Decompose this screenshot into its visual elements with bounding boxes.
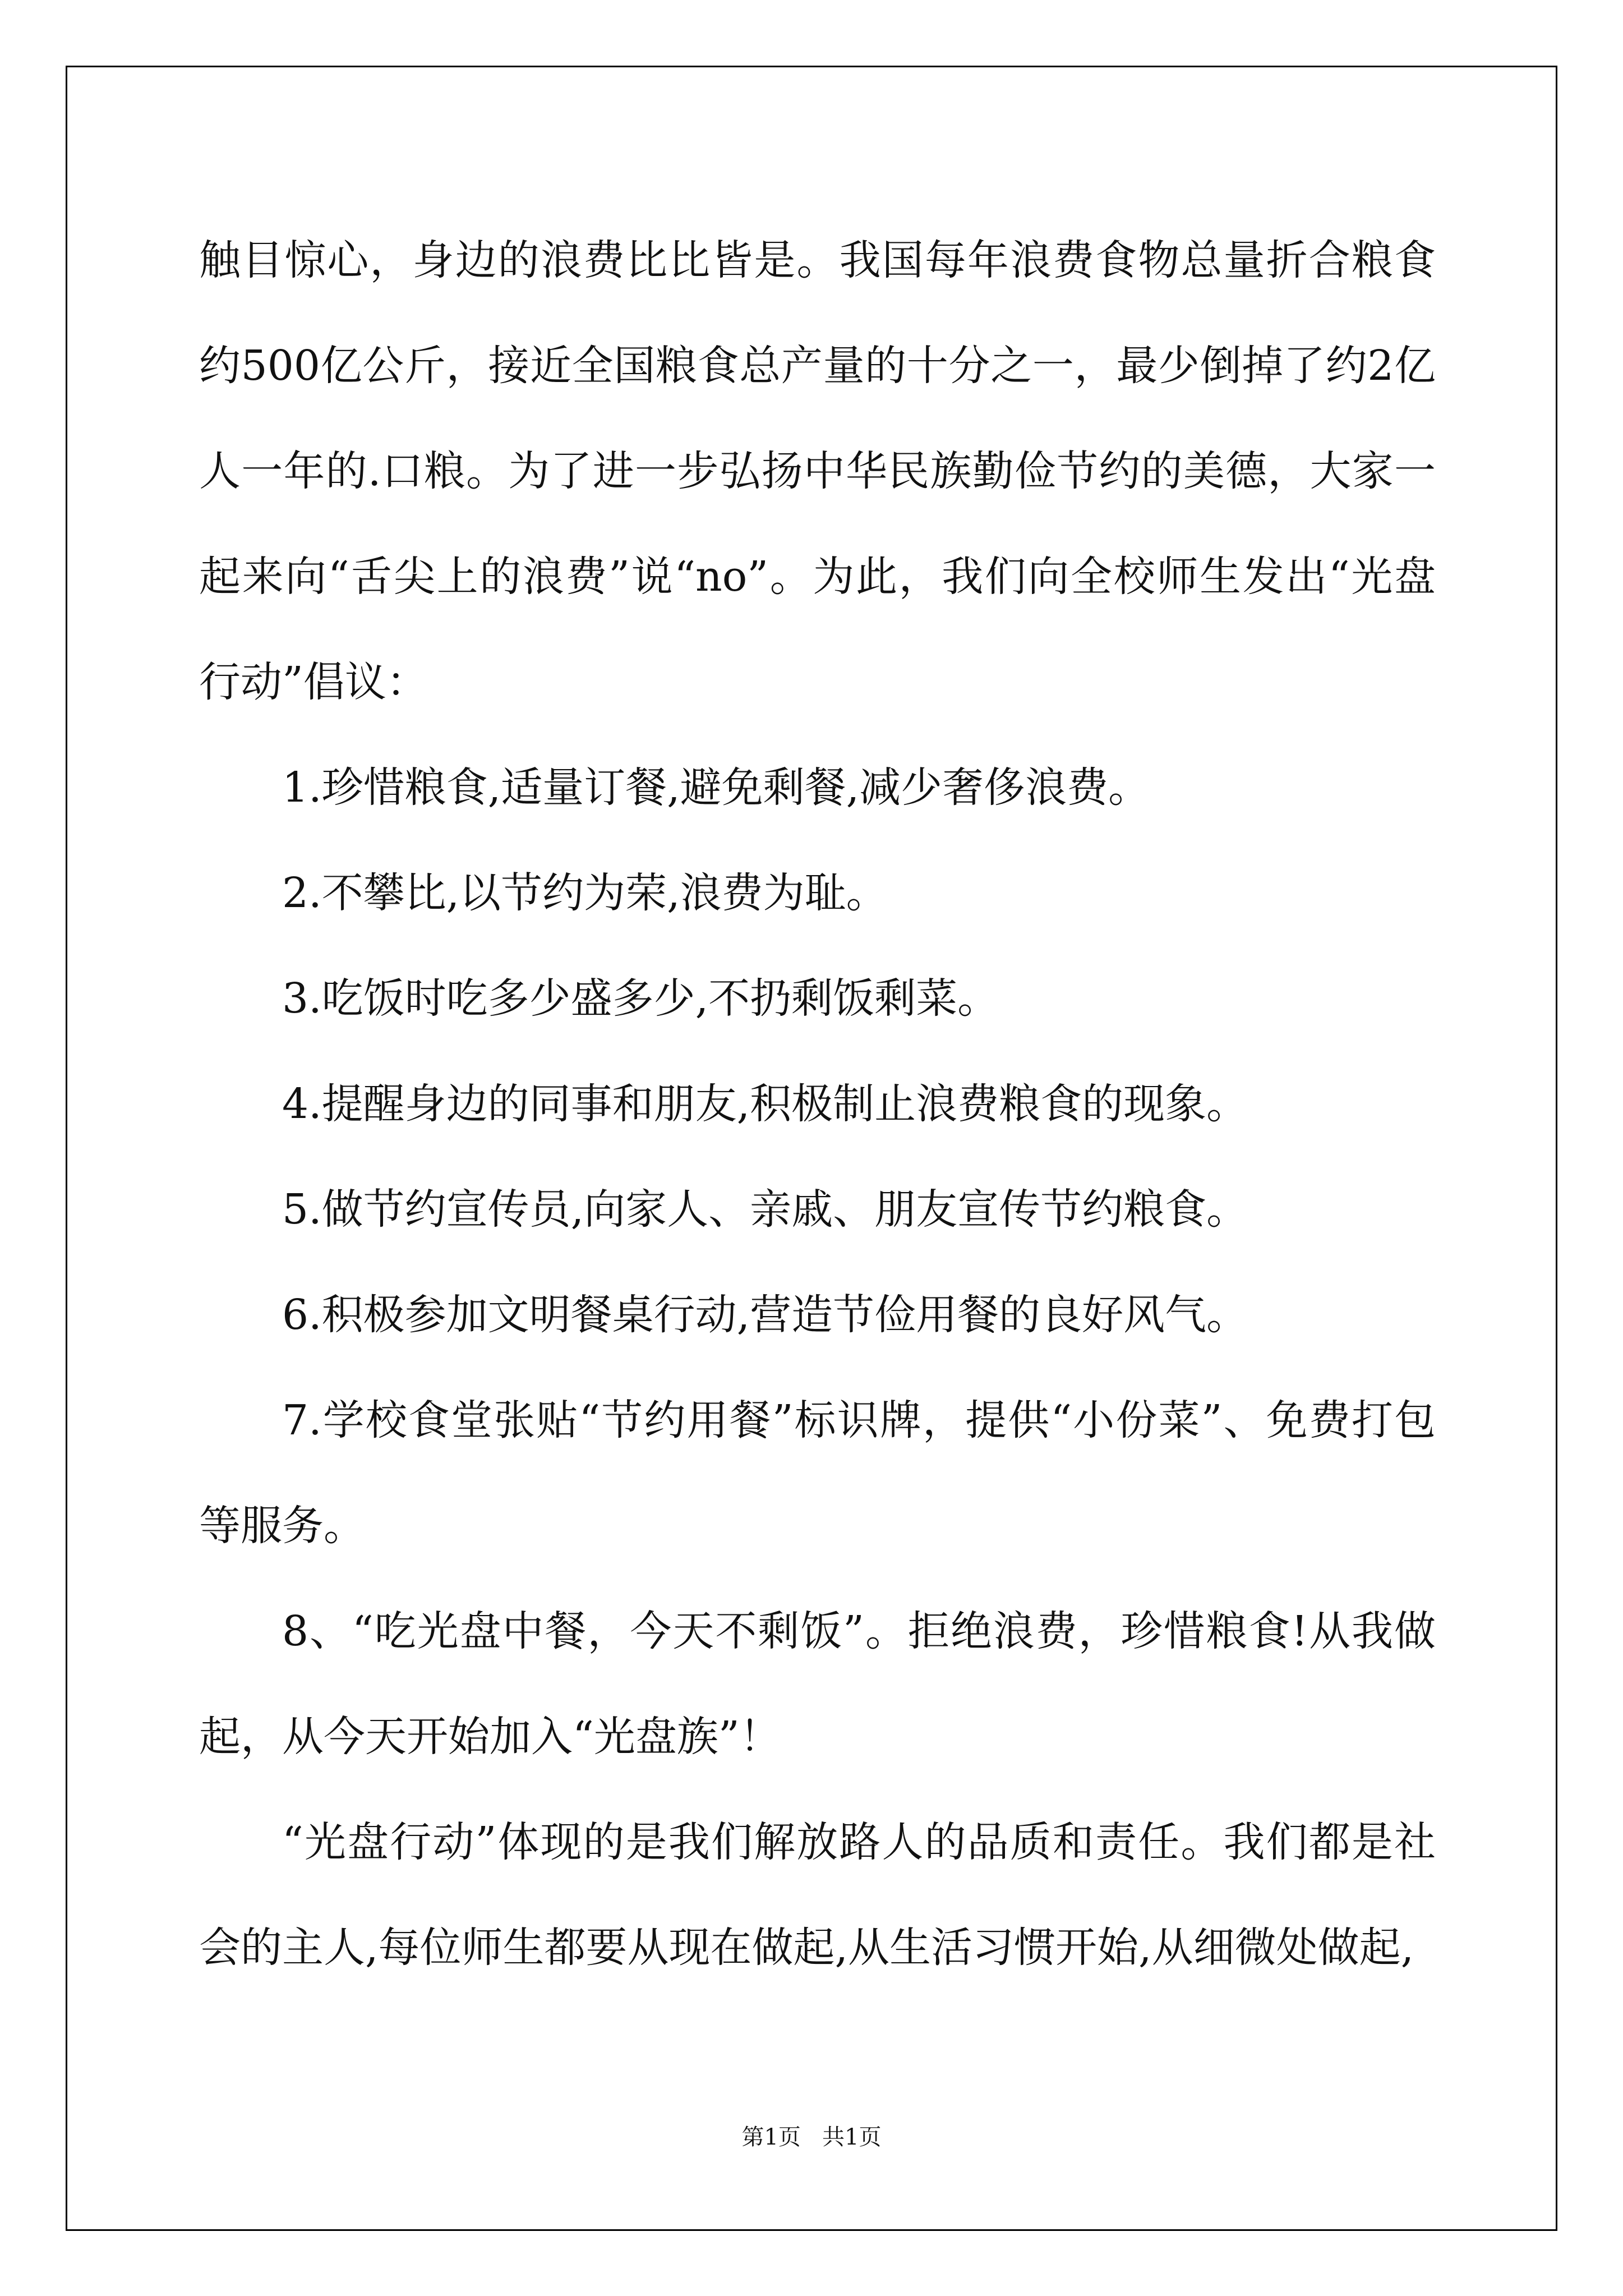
paragraph-item-2: 2.不攀比,以节约为荣,浪费为耻。 bbox=[282, 869, 888, 917]
paragraph-item-1: 1.珍惜粮食,适量订餐,避免剩餐,减少奢侈浪费。 bbox=[282, 763, 1150, 812]
paragraph-item-3: 3.吃饭时吃多少盛多少,不扔剩饭剩菜。 bbox=[282, 974, 999, 1023]
page-footer: 第1页 共1页 bbox=[741, 2124, 882, 2150]
paragraph-intro: 触目惊心，身边的浪费比比皆是。我国每年浪费食物总量折合粮食约500亿公斤，接近全国粮食总产量的十分之一，最少倒掉了约2亿人一年的.口粮。为了进一步弘扬中华民族勤俭节约的美德，大家一起来向“舌尖上的浪费”说“no”。为此，我们向全校师生发出“光盘行动”倡议： bbox=[199, 236, 1436, 706]
paragraph-item-5: 5.做节约宣传员,向家人、亲戚、朋友宣传节约粮食。 bbox=[282, 1185, 1248, 1234]
document-body bbox=[199, 208, 1436, 2000]
paragraph-closing: “光盘行动”体现的是我们解放路人的品质和责任。我们都是社会的主人,每位师生都要从现在做起,从生活习惯开始,从细微处做起, bbox=[199, 1818, 1436, 1972]
paragraph-item-4: 4.提醒身边的同事和朋友,积极制止浪费粮食的现象。 bbox=[282, 1080, 1248, 1128]
paragraph-item-7: 7.学校食堂张贴“节约用餐”标识牌，提供“小份菜”、免费打包等服务。 bbox=[199, 1396, 1436, 1550]
paragraph-item-6: 6.积极参加文明餐桌行动,营造节俭用餐的良好风气。 bbox=[282, 1291, 1248, 1339]
paragraph-item-8: 8、“吃光盘中餐，今天不剩饭”。拒绝浪费，珍惜粮食!从我做起，从今天开始加入“光盘族”！ bbox=[199, 1607, 1436, 1761]
